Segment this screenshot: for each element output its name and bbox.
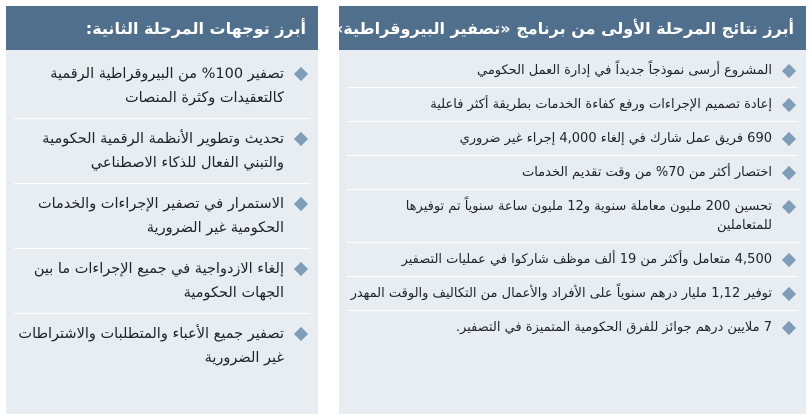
diamond-bullet-icon (782, 200, 796, 214)
list-item-text: الاستمرار في تصفير الإجراءات والخدمات الحكومية غير الضرورية (37, 196, 284, 236)
list-item-text: 7 ملايين درهم جوائز للفرق الحكومية المتميزة في التصفير. (455, 320, 772, 335)
diamond-bullet-icon (294, 132, 308, 146)
list-item (347, 122, 798, 156)
list-item-text: إعادة تصميم الإجراءات ورفع كفاءة الخدمات بطريقة أكثر فاعلية (430, 97, 772, 112)
list-item (347, 54, 798, 88)
diamond-bullet-icon (294, 197, 308, 211)
list-item-text: المشروع أرسى نموذجاً جديداً في إدارة العمل الحكومي (476, 63, 772, 78)
diamond-bullet-icon (782, 64, 796, 78)
diamond-bullet-icon (782, 287, 796, 301)
diamond-bullet-icon (294, 262, 308, 276)
list-item-text: تحسين 200 مليون معاملة سنوية و12 مليون ساعة سنوياً تم توفيرها للمتعاملين (405, 199, 772, 233)
list-item (14, 54, 310, 119)
list-item (14, 314, 310, 378)
diamond-bullet-icon (782, 132, 796, 146)
list-item-text: تصفير 100% من البيروقراطية الرقمية كالتعقيدات وكثرة المنصات (50, 66, 284, 106)
list-item-text: توفير 1,12 مليار درهم سنوياً على الأفراد والأعمال من التكاليف والوقت المهدر (350, 286, 772, 301)
second-phase-directions-panel (6, 6, 318, 414)
diamond-bullet-icon (782, 321, 796, 335)
diamond-bullet-icon (782, 166, 796, 180)
list-item-text: إلغاء الازدواجية في جميع الإجراءات ما بين الجهات الحكومية (33, 261, 284, 301)
list-item-text: 4,500 متعامل وأكثر من 19 ألف موظف شاركوا في عمليات التصفير (401, 252, 772, 267)
diamond-bullet-icon (294, 327, 308, 341)
list-item (347, 277, 798, 311)
list-item (347, 88, 798, 122)
list-item (347, 311, 798, 344)
first-phase-results-title: أبرز نتائج المرحلة الأولى من برنامج «تصفير البيروقراطية»: (339, 6, 806, 50)
first-phase-results-list (339, 50, 806, 344)
diamond-bullet-icon (294, 67, 308, 81)
list-item (347, 156, 798, 190)
list-item (14, 119, 310, 184)
list-item (14, 249, 310, 314)
first-phase-results-panel (326, 6, 806, 414)
list-item-text: تحديث وتطوير الأنظمة الرقمية الحكومية والتبني الفعال للذكاء الاصطناعي (42, 131, 284, 171)
diamond-bullet-icon (782, 98, 796, 112)
list-item (347, 243, 798, 277)
list-item-text: تصفير جميع الأعباء والمتطلبات والاشتراطات غير الضرورية (18, 326, 284, 366)
diamond-bullet-icon (782, 253, 796, 267)
second-phase-directions-list (6, 50, 318, 378)
list-item-text: اختصار أكثر من 70% من وقت تقديم الخدمات (521, 165, 772, 180)
list-item (14, 184, 310, 249)
list-item-text: 690 فريق عمل شارك في إلغاء 4,000 إجراء غير ضروري (459, 131, 772, 146)
list-item (347, 190, 798, 243)
second-phase-directions-title: أبرز توجهات المرحلة الثانية: (6, 6, 318, 50)
